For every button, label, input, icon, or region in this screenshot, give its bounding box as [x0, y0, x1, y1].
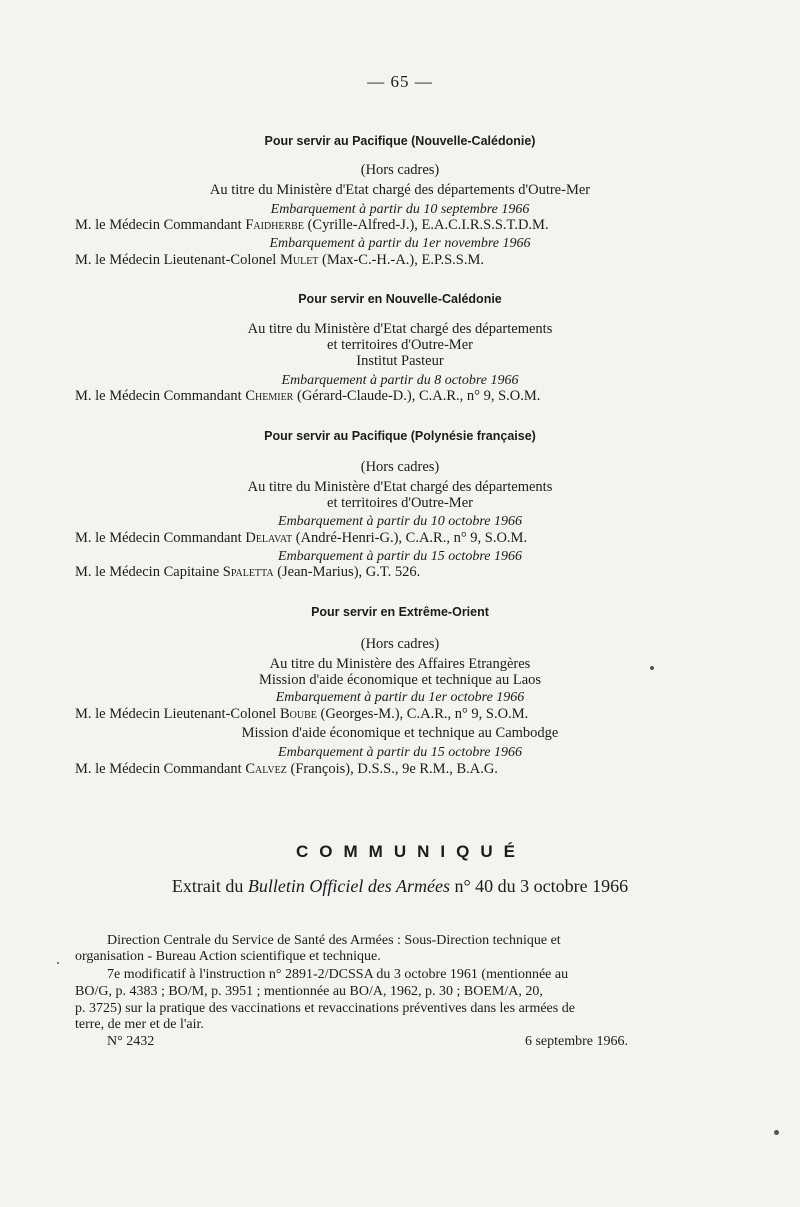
embarquement-line: Embarquement à partir du 1er octobre 1966	[275, 690, 525, 705]
embarquement-line: Embarquement à partir du 8 octobre 1966	[281, 373, 519, 388]
officer-rank: M. le Médecin Lieutenant-Colonel	[75, 706, 277, 722]
paragraph-line: organisation - Bureau Action scientifique et technique.	[75, 949, 381, 964]
embarquement-line: Embarquement à partir du 10 septembre 1966	[270, 202, 530, 217]
mission-line: Mission d'aide économique et technique au Laos	[258, 672, 542, 688]
scan-speck	[774, 1130, 779, 1135]
section-heading: Pour servir en Nouvelle-Calédonie	[298, 292, 502, 306]
officer-details: (François), D.S.S., 9e R.M., B.A.G.	[290, 761, 498, 777]
paragraph-line: BO/G, p. 4383 ; BO/M, p. 3951 ; mentionnée au BO/A, 1962, p. 30 ; BOEM/A, 20,	[75, 984, 543, 999]
section-heading: Pour servir au Pacifique (Nouvelle-Calédonie)	[264, 134, 536, 148]
officer-rank: M. le Médecin Commandant	[75, 530, 242, 546]
paragraph-line: 7e modificatif à l'instruction n° 2891-2/DCSSA du 3 octobre 1961 (mentionnée au	[107, 967, 569, 982]
hors-cadres-label: (Hors cadres)	[360, 636, 440, 652]
officer-entry	[75, 564, 420, 581]
embarquement-line: Embarquement à partir du 10 octobre 1966	[278, 514, 522, 529]
officer-rank: M. le Médecin Commandant	[75, 217, 242, 233]
officer-entry	[75, 530, 527, 547]
officer-entry	[75, 388, 540, 405]
paragraph-line: p. 3725) sur la pratique des vaccinations et revaccinations préventives dans les armées de	[75, 1001, 575, 1016]
page-number: — 65 —	[367, 72, 433, 91]
officer-name: Spaletta	[222, 564, 274, 580]
hors-cadres-label: (Hors cadres)	[360, 459, 440, 475]
paragraph-line: Direction Centrale du Service de Santé des Armées : Sous-Direction technique et	[107, 933, 561, 948]
officer-details: (Max-C.-H.-A.), E.P.S.S.M.	[322, 252, 484, 268]
officer-entry	[75, 217, 549, 234]
bulletin-title: Bulletin Officiel des Armées	[247, 876, 450, 896]
instruction-date: 6 septembre 1966.	[524, 1034, 628, 1049]
officer-details: (Gérard-Claude-D.), C.A.R., n° 9, S.O.M.	[296, 388, 541, 404]
ministry-line: Au titre du Ministère des Affaires Etrangères	[269, 656, 531, 672]
officer-details: (Cyrille-Alfred-J.), E.A.C.I.R.S.S.T.D.M.	[307, 217, 549, 233]
extrait-prefix: Extrait du	[171, 876, 244, 896]
embarquement-line: Embarquement à partir du 15 octobre 1966	[278, 549, 522, 564]
officer-details: (André-Henri-G.), C.A.R., n° 9, S.O.M.	[295, 530, 528, 546]
officer-name: Delavat	[245, 530, 293, 546]
officer-name: Chemier	[245, 388, 294, 404]
extrait-suffix: n° 40 du 3 octobre 1966	[454, 876, 629, 896]
officer-name: Mulet	[279, 252, 319, 268]
officer-entry	[75, 761, 498, 778]
officer-entry	[75, 252, 484, 269]
officer-details: (Georges-M.), C.A.R., n° 9, S.O.M.	[320, 706, 529, 722]
officer-name: Faidherbe	[245, 217, 304, 233]
officer-name: Boube	[279, 706, 317, 722]
embarquement-line: Embarquement à partir du 1er novembre 1966	[269, 236, 531, 251]
officer-rank: M. le Médecin Commandant	[75, 761, 242, 777]
ministry-line: et territoires d'Outre-Mer	[327, 337, 473, 353]
embarquement-line: Embarquement à partir du 15 octobre 1966	[278, 745, 522, 760]
officer-name: Calvez	[245, 761, 287, 777]
officer-entry	[75, 706, 528, 723]
ministry-line: et territoires d'Outre-Mer	[327, 495, 473, 511]
instruction-number: N° 2432	[107, 1034, 155, 1049]
officer-rank: M. le Médecin Capitaine	[75, 564, 220, 580]
section-heading: Pour servir au Pacifique (Polynésie française)	[264, 429, 536, 443]
paragraph-line: terre, de mer et de l'air.	[75, 1017, 204, 1032]
mission-line: Mission d'aide économique et technique au Cambodge	[241, 725, 559, 741]
communique-title: COMMUNIQUÉ	[296, 842, 526, 861]
officer-rank: M. le Médecin Commandant	[75, 388, 242, 404]
ministry-line: Au titre du Ministère d'Etat chargé des départements	[247, 479, 553, 495]
ministry-line: Au titre du Ministère d'Etat chargé des départements	[247, 321, 553, 337]
institute-line: Institut Pasteur	[356, 353, 444, 369]
scan-speck	[57, 962, 59, 964]
scan-speck	[650, 666, 654, 670]
section-heading: Pour servir en Extrême-Orient	[311, 605, 489, 619]
hors-cadres-label: (Hors cadres)	[360, 162, 440, 178]
ministry-line: Au titre du Ministère d'Etat chargé des départements d'Outre-Mer	[209, 182, 591, 198]
officer-details: (Jean-Marius), G.T. 526.	[277, 564, 421, 580]
officer-rank: M. le Médecin Lieutenant-Colonel	[75, 252, 277, 268]
extrait-line	[0, 876, 800, 897]
